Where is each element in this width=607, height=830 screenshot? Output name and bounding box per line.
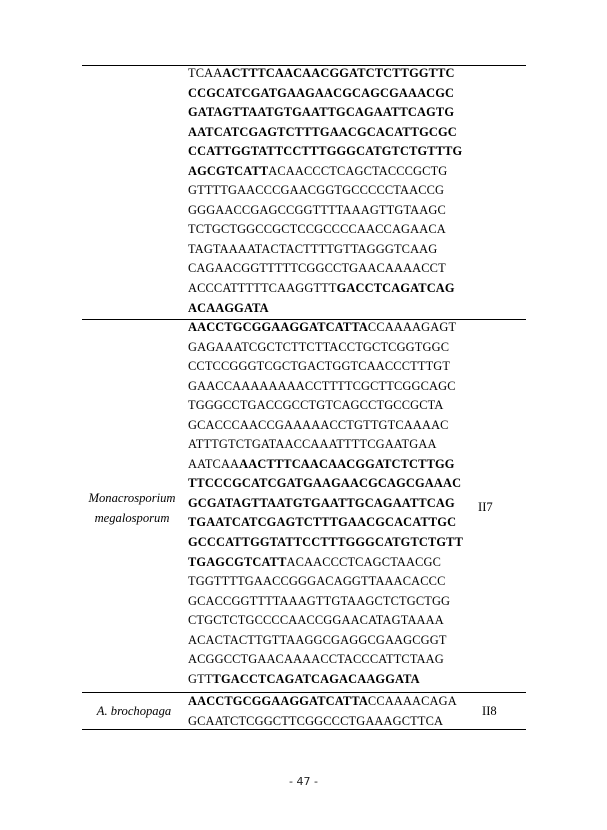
sequence-segment: ATTTGTCTGATAACCAAATTTTCGAATGAA <box>188 437 437 452</box>
primer-sequence-segment: AGCGTCATT <box>188 163 269 178</box>
sequence-line <box>188 533 488 553</box>
sequence-segment: TCTGCTGGCCGCTCCGCCCCAACCAGAACA <box>188 222 446 237</box>
sequence-line <box>188 631 488 651</box>
sequence-line <box>188 435 488 455</box>
sequence-segment: CCAAAAGAGT <box>367 320 457 334</box>
sequence-segment: GTTTTGAACCCGAACGGTGCCCCCTAACCG <box>188 183 445 198</box>
sequence-line <box>188 455 488 475</box>
sequence-segment: GCAATCTCGGCTTCGGCCCTGAAAGCTTCA <box>188 713 444 728</box>
primer-sequence-segment: ACTTTCAACAACGGATCTCTTGGTTC <box>222 66 455 80</box>
primer-sequence-segment: GCGATAGTTAATGTGAATTGCAGAATTCAG <box>188 495 455 510</box>
sequence-line <box>188 162 488 182</box>
primer-sequence-segment: TTCCCGCATCGATGAAGAACGCAGCGAAAC <box>188 476 462 491</box>
primer-sequence-segment: GCCCATTGGTATTCCTTTGGGCATGTCTGTT <box>188 535 463 550</box>
sequence-line <box>188 650 488 670</box>
sequence-segment: ACAACCCTCAGCTACCCGCTG <box>268 163 448 178</box>
sequence-line <box>188 220 488 240</box>
sequence-segment: TCAA <box>188 66 223 80</box>
sequence-segment: ACACTACTTGTTAAGGCGAGGCGAAGCGGT <box>188 632 447 647</box>
sequence-line <box>188 279 488 299</box>
sequence-block-continued <box>188 64 488 318</box>
primer-sequence-segment: AACTTTCAACAACGGATCTCTTGG <box>239 456 455 471</box>
sequence-line <box>188 611 488 631</box>
sequence-line <box>188 357 488 377</box>
primer-sequence-segment: TGAGCGTCATT <box>188 554 287 569</box>
species-name <box>82 488 182 528</box>
species-name-line: A. brochopaga <box>96 704 172 718</box>
sequence-segment: GGGAACCGAGCCGGTTTTAAAGTTGTAAGC <box>188 202 446 217</box>
sequence-segment: GCACCGGTTTTAAAGTTGTAAGCTCTGCTGG <box>188 593 451 608</box>
sequence-segment: GAGAAATCGCTCTTCTTACCTGCTCGGTGGC <box>188 339 450 354</box>
primer-sequence-segment: GATAGTTAATGTGAATTGCAGAATTCAGTG <box>188 105 455 120</box>
primer-sequence-segment: GACCTCAGATCAG <box>336 281 455 296</box>
species-name <box>82 704 186 719</box>
sequence-line <box>188 299 488 319</box>
sequence-segment: CAGAACGGTTTTTCGGCCTGAACAAAACCT <box>188 261 446 276</box>
sequence-line <box>188 240 488 260</box>
sequence-line <box>188 592 488 612</box>
sequence-segment: CTGCTCTGCCCCAACCGGAACATAGTAAAA <box>188 613 444 628</box>
page-number: - 47 - <box>289 775 318 788</box>
sequence-line <box>188 318 488 338</box>
primer-sequence-segment: TGAATCATCGAGTCTTTGAACGCACATTGC <box>188 515 457 530</box>
sequence-line <box>188 64 488 84</box>
primer-sequence-segment: ACAAGGATA <box>188 300 269 315</box>
sequence-segment: ACCCATTTTTCAAGGTTT <box>188 281 337 296</box>
sequence-line <box>188 513 488 533</box>
sequence-segment: CCTCCGGGTCGCTGACTGGTCAACCCTTTGT <box>188 359 451 374</box>
sequence-segment: ACAACCCTCAGCTAACGC <box>286 554 442 569</box>
sequence-line <box>188 181 488 201</box>
sequence-segment: ACGGCCTGAACAAAACCTACCCATTCTAAG <box>188 652 444 667</box>
sequence-line <box>188 692 488 712</box>
sequence-line <box>188 201 488 221</box>
sequence-segment: TGGGCCTGACCGCCTGTCAGCCTGCCGCTA <box>188 398 444 413</box>
sequence-line <box>188 670 488 690</box>
sequence-line <box>188 396 488 416</box>
sequence-line <box>188 377 488 397</box>
primer-sequence-segment: AACCTGCGGAAGGATCATTA <box>188 320 368 334</box>
species-name-line: megalosporum <box>94 511 170 525</box>
sequence-segment: GTT <box>188 671 213 686</box>
sequence-line <box>188 259 488 279</box>
sequence-line <box>188 494 488 514</box>
sequence-segment: GAACCAAAAAAAACCTTTTCGCTTCGGCAGC <box>188 378 456 393</box>
species-name-line: Monacrosporium <box>88 491 176 505</box>
sequence-line <box>188 338 488 358</box>
sequence-segment: TGGTTTTGAACCGGGACAGGTTAAACACCC <box>188 574 446 589</box>
sequence-block-megalosporum <box>188 318 488 689</box>
sequence-segment: AATCAA <box>188 456 240 471</box>
primer-sequence-segment: TGACCTCAGATCAGACAAGGATA <box>212 671 420 686</box>
isolate-code: II8 <box>482 704 497 718</box>
sequence-line <box>188 474 488 494</box>
sequence-block-brochopaga <box>188 692 488 731</box>
sequence-line <box>188 572 488 592</box>
primer-sequence-segment: AACCTGCGGAAGGATCATTA <box>188 694 368 708</box>
sequence-line <box>188 416 488 436</box>
sequence-segment: GCACCCAACCGAAAAACCTGTTGTCAAAAC <box>188 417 449 432</box>
sequence-line <box>188 103 488 123</box>
primer-sequence-segment: CCATTGGTATTCCTTTGGGCATGTCTGTTTG <box>188 144 463 159</box>
sequence-line <box>188 553 488 573</box>
sequence-line <box>188 142 488 162</box>
sequence-segment: TAGTAAAATACTACTTTTGTTAGGGTCAAG <box>188 241 438 256</box>
sequence-line <box>188 123 488 143</box>
primer-sequence-segment: AATCATCGAGTCTTTGAACGCACATTGCGC <box>188 124 457 139</box>
isolate-code: II7 <box>478 500 493 514</box>
sequence-line <box>188 84 488 104</box>
sequence-segment: CCAAAACAGA <box>367 694 457 708</box>
primer-sequence-segment: CCGCATCGATGAAGAACGCAGCGAAACGC <box>188 85 455 100</box>
sequence-line <box>188 712 488 732</box>
